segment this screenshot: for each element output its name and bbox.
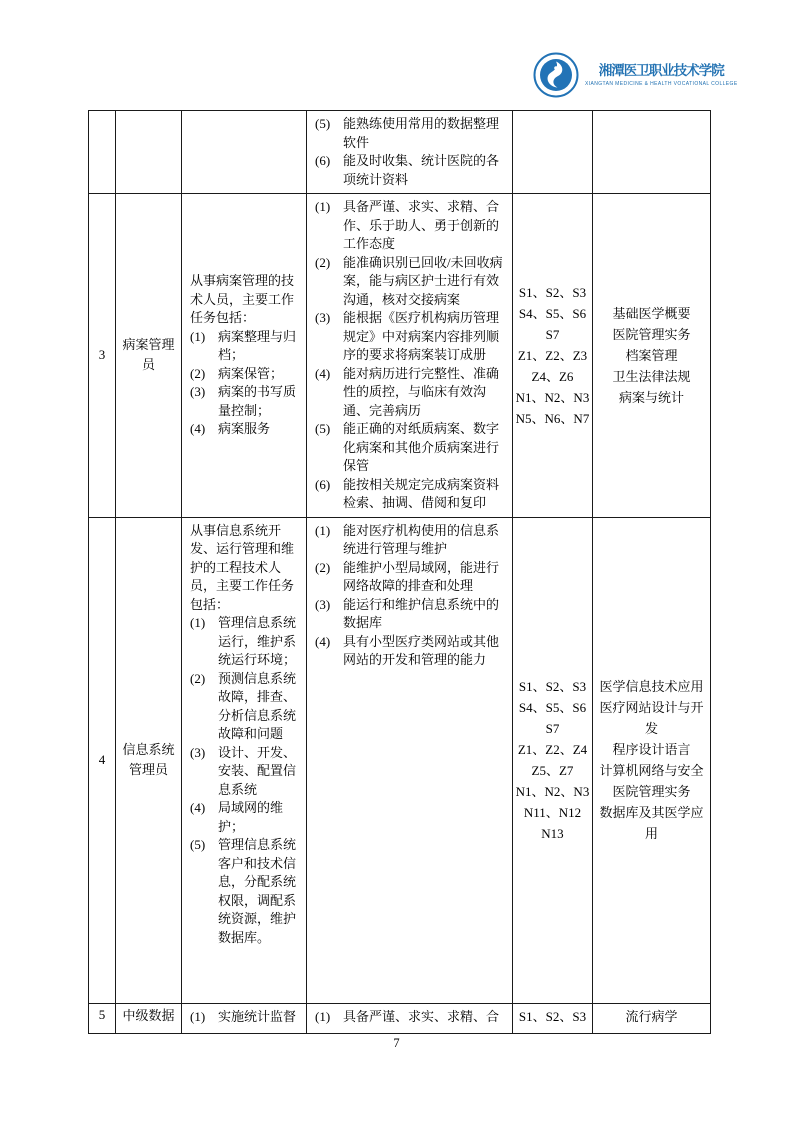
- row-number-cell: [89, 111, 116, 194]
- course-line: 基础医学概要: [612, 305, 691, 321]
- desc-item: [190, 670, 298, 744]
- code-line: Z1、Z2、Z4: [517, 742, 588, 757]
- job-desc-cell: [182, 194, 307, 518]
- item-text: 能运行和维护信息系统中的数据库: [343, 596, 500, 630]
- course-line: 医院管理实务: [612, 326, 691, 342]
- skills-cell: [307, 111, 513, 194]
- skill-item: [315, 559, 504, 596]
- item-text: 设计、开发、安装、配置信息系统: [218, 744, 297, 797]
- desc-item: [190, 328, 298, 365]
- skill-item: [315, 254, 504, 310]
- job-desc-items: [190, 328, 298, 439]
- job-desc-intro: 从事病案管理的技术人员，主要工作任务包括：: [190, 273, 295, 325]
- course-line: 医疗网站设计与开发: [599, 700, 704, 736]
- college-name-en: XIANGTAN MEDICINE & HEALTH VOCATIONAL COLLEGE: [585, 81, 738, 87]
- skill-item: [315, 198, 504, 254]
- skill-item: [315, 309, 504, 365]
- code-line: Z4、Z6: [531, 368, 574, 384]
- job-title-cell: 信息系统管理员: [116, 517, 182, 1003]
- job-desc-items: [190, 614, 298, 947]
- course-line: 病案与统计: [618, 389, 684, 405]
- code-line: S7: [545, 326, 560, 342]
- table-row: [89, 194, 711, 518]
- table-row-continuation: [89, 111, 711, 194]
- skills-cell: [307, 194, 513, 518]
- code-line: N1、N2、N3: [515, 389, 590, 405]
- job-desc-cell: [182, 111, 307, 194]
- item-text: 预测信息系统故障，排查、分析信息系统故障和问题: [218, 670, 297, 741]
- item-text: 病案服务: [218, 421, 271, 436]
- item-number: (3): [190, 384, 206, 399]
- item-text: 具备严谨、求实、求精、合: [343, 1008, 500, 1024]
- item-number: (4): [190, 800, 206, 815]
- code-line: S1、S2、S3: [518, 1008, 587, 1024]
- item-number: (2): [190, 670, 206, 686]
- skills-cell: [307, 1003, 513, 1033]
- job-desc-cell: [182, 517, 307, 1003]
- item-number: (4): [315, 633, 331, 649]
- item-text: 管理信息系统客户和技术信息，分配系统权限，调配系统资源，维护数据库。: [218, 837, 297, 945]
- item-number: (5): [315, 116, 331, 131]
- desc-item: [190, 614, 298, 670]
- code-line: N5、N6、N7: [515, 410, 590, 426]
- course-line: 数据库及其医学应用: [599, 805, 704, 841]
- item-text: 能准确识别已回收/未回收病案，能与病区护士进行有效沟通，核对交接病案: [343, 254, 503, 307]
- item-number: (2): [190, 365, 206, 381]
- item-number: (1): [190, 328, 206, 344]
- code-line: N13: [541, 826, 564, 841]
- skill-item: [315, 152, 504, 189]
- skill-item: [315, 1008, 504, 1027]
- item-text: 病案整理与归档；: [218, 328, 297, 362]
- code-line: S4、S5、S6: [518, 700, 587, 715]
- item-text: 能对医疗机构使用的信息系统进行管理与维护: [343, 522, 500, 556]
- course-line: 医院管理实务: [612, 784, 691, 799]
- row-number-cell: 3: [89, 194, 116, 518]
- code-line: S1、S2、S3: [518, 284, 587, 300]
- item-text: 病案保管；: [218, 365, 284, 381]
- item-text: 能对病历进行完整性、准确性的质控，与临床有效沟通、完善病历: [343, 365, 500, 418]
- code-line: S4、S5、S6: [518, 305, 587, 321]
- job-desc-items: [190, 1008, 298, 1027]
- row-number-cell: 5: [89, 1003, 116, 1033]
- skill-item: [315, 476, 504, 513]
- item-text: 能及时收集、统计医院的各项统计资料: [343, 153, 500, 187]
- skills-cell: [307, 517, 513, 1003]
- item-number: (2): [315, 559, 331, 575]
- item-number: (5): [190, 837, 206, 852]
- item-number: (1): [190, 615, 206, 630]
- course-line: 医学信息技术应用: [599, 679, 704, 694]
- skill-item: [315, 115, 504, 152]
- code-line: S1、S2、S3: [518, 679, 587, 694]
- item-text: 能根据《医疗机构病历管理规定》中对病案内容排列顺序的要求将病案装订成册: [343, 310, 500, 362]
- job-title-cell: [116, 111, 182, 194]
- item-text: 能维护小型局域网，能进行网络故障的排查和处理: [343, 559, 500, 593]
- skill-item: [315, 420, 504, 476]
- table-row: [89, 517, 711, 1003]
- course-line: 卫生法律法规: [612, 368, 691, 384]
- item-number: (4): [315, 365, 331, 381]
- courses-cell: [593, 111, 711, 194]
- item-number: (1): [315, 1008, 331, 1024]
- course-line: 计算机网络与安全: [599, 763, 704, 778]
- job-desc-intro: 从事信息系统开发、运行管理和维护的工程技术人员，主要工作任务包括：: [190, 522, 295, 612]
- item-text: 局域网的维护；: [218, 800, 284, 834]
- job-title-cell: 中级数据: [116, 1003, 182, 1033]
- item-text: 具备严谨、求实、求精、合作、乐于助人、勇于创新的工作态度: [343, 199, 500, 251]
- item-number: (3): [315, 310, 331, 325]
- item-number: (3): [190, 744, 206, 760]
- desc-item: [190, 799, 298, 836]
- item-number: (1): [190, 1008, 206, 1024]
- course-line: 程序设计语言: [612, 742, 691, 757]
- page-number: 7: [393, 1036, 400, 1050]
- skill-item: [315, 596, 504, 633]
- courses-cell: [593, 517, 711, 1003]
- college-emblem-icon: [533, 52, 579, 98]
- codes-cell: [513, 194, 593, 518]
- course-line: 档案管理: [625, 347, 678, 363]
- courses-cell: [593, 194, 711, 518]
- courses-cell: [593, 1003, 711, 1033]
- job-desc-cell: [182, 1003, 307, 1033]
- item-text: 能按相关规定完成病案资料检索、抽调、借阅和复印: [343, 476, 500, 510]
- desc-item: [190, 836, 298, 947]
- code-line: Z1、Z2、Z3: [517, 347, 588, 363]
- codes-cell: [513, 1003, 593, 1033]
- desc-item: [190, 383, 298, 420]
- row-number-cell: 4: [89, 517, 116, 1003]
- item-number: (2): [315, 254, 331, 270]
- college-logo: [533, 52, 738, 98]
- codes-cell: [513, 517, 593, 1003]
- skill-item: [315, 633, 504, 670]
- item-text: 能熟练使用常用的数据整理软件: [343, 116, 500, 150]
- codes-cell: [513, 111, 593, 194]
- code-line: Z5、Z7: [531, 763, 574, 778]
- item-text: 能正确的对纸质病案、数字化病案和其他介质病案进行保管: [343, 421, 500, 473]
- job-skills-table: [88, 110, 711, 1034]
- code-line: N11、N12: [523, 805, 582, 820]
- item-number: (1): [315, 199, 331, 214]
- skill-item: [315, 365, 504, 421]
- code-line: N1、N2、N3: [515, 784, 590, 799]
- code-line: S7: [545, 721, 560, 736]
- desc-item: [190, 365, 298, 384]
- job-title-cell: 病案管理员: [116, 194, 182, 518]
- item-text: 实施统计监督: [218, 1008, 297, 1024]
- item-text: 管理信息系统运行，维护系统运行环境；: [218, 615, 297, 667]
- item-number: (6): [315, 153, 331, 168]
- item-number: (6): [315, 476, 331, 492]
- item-number: (4): [190, 421, 206, 436]
- item-number: (5): [315, 421, 331, 436]
- desc-item: [190, 420, 298, 439]
- course-line: 流行病学: [625, 1008, 678, 1024]
- item-number: (1): [315, 522, 331, 538]
- college-name-cn: 湘潭医卫职业技术学院: [598, 63, 724, 78]
- item-number: (3): [315, 596, 331, 612]
- skill-item: [315, 522, 504, 559]
- desc-item: [190, 1008, 298, 1027]
- item-text: 具有小型医疗类网站或其他网站的开发和管理的能力: [343, 633, 500, 667]
- desc-item: [190, 744, 298, 800]
- table-row: [89, 1003, 711, 1033]
- item-text: 病案的书写质量控制；: [218, 384, 297, 418]
